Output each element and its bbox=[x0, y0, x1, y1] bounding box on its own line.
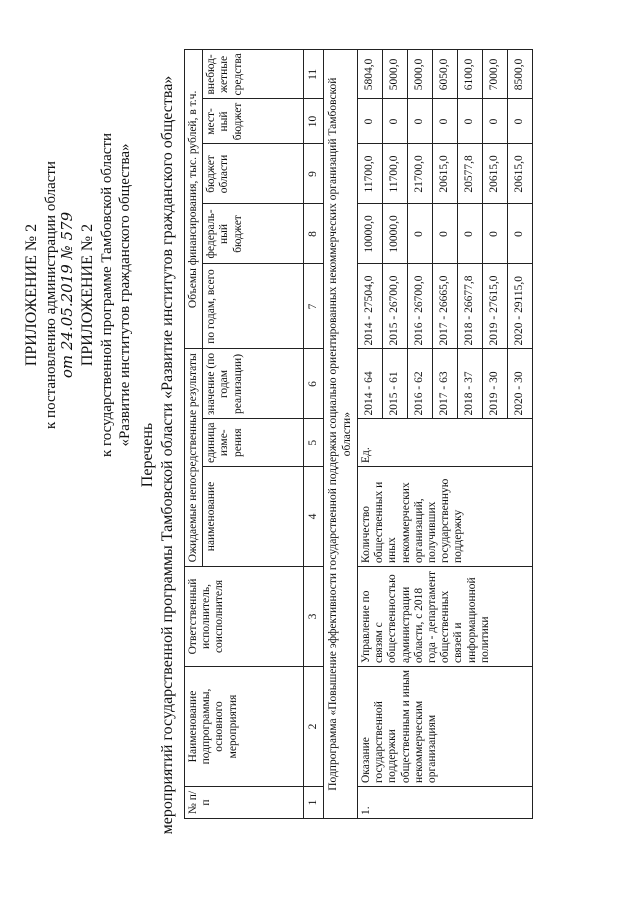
header-name: Наименование подпрограммы, основного мероприятия bbox=[185, 667, 304, 787]
total-cell: 2017 - 26665,0 bbox=[432, 264, 457, 349]
col-number: 11 bbox=[304, 50, 324, 99]
header-results: Ожидаемые непосредственные результаты bbox=[185, 349, 203, 567]
value-cell: 2014 - 64 bbox=[357, 349, 382, 419]
header-extra: внебюд-жетные средства bbox=[203, 50, 304, 99]
document-title bbox=[138, 65, 178, 845]
federal-cell: 10000,0 bbox=[382, 204, 407, 264]
value-cell: 2015 - 61 bbox=[382, 349, 407, 419]
header-res-unit: единица изме-рения bbox=[203, 419, 304, 467]
extra-cell: 6100,0 bbox=[457, 50, 482, 99]
extra-cell: 5804,0 bbox=[357, 50, 382, 99]
subprogram-row bbox=[324, 50, 357, 819]
local-cell: 0 bbox=[507, 99, 532, 144]
col-number: 2 bbox=[304, 667, 324, 787]
local-cell: 0 bbox=[482, 99, 507, 144]
local-cell: 0 bbox=[407, 99, 432, 144]
federal-cell: 0 bbox=[457, 204, 482, 264]
program-line: к государственной программе Тамбовской области bbox=[98, 132, 115, 458]
title-line-1: Перечень bbox=[139, 422, 156, 488]
header-num: № п/п bbox=[185, 787, 304, 819]
header-executor: Ответственный исполнитель, соисполнителя bbox=[185, 567, 304, 667]
table-row bbox=[357, 50, 382, 819]
header-res-value: значение (по годам реализации) bbox=[203, 349, 304, 419]
header-finance: Объемы финансирования, тыс. рублей, в т.ч. bbox=[185, 50, 203, 349]
measures-table bbox=[184, 49, 533, 819]
header-res-name: наименование bbox=[203, 467, 304, 567]
federal-cell: 0 bbox=[507, 204, 532, 264]
federal-cell: 0 bbox=[432, 204, 457, 264]
local-cell: 0 bbox=[382, 99, 407, 144]
extra-cell: 5000,0 bbox=[382, 50, 407, 99]
total-cell: 2020 - 29115,0 bbox=[507, 264, 532, 349]
table-header-row-1 bbox=[185, 50, 203, 819]
appendix-header bbox=[22, 35, 134, 555]
col-number: 9 bbox=[304, 144, 324, 204]
local-cell: 0 bbox=[357, 99, 382, 144]
regional-cell: 11700,0 bbox=[382, 144, 407, 204]
row-unit: Ед. bbox=[357, 419, 532, 467]
appendix-label-2: ПРИЛОЖЕНИЕ № 2 bbox=[79, 223, 97, 367]
regional-cell: 11700,0 bbox=[357, 144, 382, 204]
appendix-label: ПРИЛОЖЕНИЕ № 2 bbox=[23, 223, 40, 367]
header-by-year: по годам, всего bbox=[203, 264, 304, 349]
row-num: 1. bbox=[357, 787, 532, 819]
extra-cell: 5000,0 bbox=[407, 50, 432, 99]
value-cell: 2016 - 62 bbox=[407, 349, 432, 419]
row-name: Оказание государственной поддержки общественным и иным некоммерческим организациям bbox=[357, 667, 532, 787]
total-cell: 2019 - 27615,0 bbox=[482, 264, 507, 349]
col-number: 8 bbox=[304, 204, 324, 264]
col-number: 5 bbox=[304, 419, 324, 467]
resolution-line: к постановлению администрации области bbox=[42, 161, 59, 429]
local-cell: 0 bbox=[457, 99, 482, 144]
row-executor: Управление по связям с общественностью администрации области, с 2018 года - департамент общественных связей и информационной политики bbox=[357, 567, 532, 667]
handwritten-date: от 24.05.2019 № 579 bbox=[57, 211, 76, 379]
header-local: мест-ный бюджет bbox=[203, 99, 304, 144]
header-federal: федераль-ный бюджет bbox=[203, 204, 304, 264]
col-number: 3 bbox=[304, 567, 324, 667]
col-number: 1 bbox=[304, 787, 324, 819]
federal-cell: 10000,0 bbox=[357, 204, 382, 264]
value-cell: 2017 - 63 bbox=[432, 349, 457, 419]
row-indicator: Количество общественных и иных некоммерческих организаций, получивших государственную поддержку bbox=[357, 467, 532, 567]
value-cell: 2020 - 30 bbox=[507, 349, 532, 419]
extra-cell: 6050,0 bbox=[432, 50, 457, 99]
federal-cell: 0 bbox=[482, 204, 507, 264]
value-cell: 2019 - 30 bbox=[482, 349, 507, 419]
program-name: «Развитие институтов гражданского общества» bbox=[116, 143, 133, 447]
total-cell: 2016 - 26700,0 bbox=[407, 264, 432, 349]
col-number: 4 bbox=[304, 467, 324, 567]
regional-cell: 20615,0 bbox=[507, 144, 532, 204]
subprogram-title: Подпрограмма «Повышение эффективности государственной поддержки социально ориентированных некоммерческих организаций Тамбовской области» bbox=[324, 50, 357, 819]
total-cell: 2018 - 26677,8 bbox=[457, 264, 482, 349]
total-cell: 2014 - 27504,0 bbox=[357, 264, 382, 349]
col-number: 6 bbox=[304, 349, 324, 419]
extra-cell: 8500,0 bbox=[507, 50, 532, 99]
regional-cell: 20615,0 bbox=[482, 144, 507, 204]
title-line-2: мероприятий государственной программы Тамбовской области «Развитие институтов гражданского общества» bbox=[159, 75, 176, 835]
regional-cell: 20577,8 bbox=[457, 144, 482, 204]
value-cell: 2018 - 37 bbox=[457, 349, 482, 419]
extra-cell: 7000,0 bbox=[482, 50, 507, 99]
regional-cell: 21700,0 bbox=[407, 144, 432, 204]
local-cell: 0 bbox=[432, 99, 457, 144]
col-number: 10 bbox=[304, 99, 324, 144]
federal-cell: 0 bbox=[407, 204, 432, 264]
header-regional: бюджет области bbox=[203, 144, 304, 204]
total-cell: 2015 - 26700,0 bbox=[382, 264, 407, 349]
col-number: 7 bbox=[304, 264, 324, 349]
regional-cell: 20615,0 bbox=[432, 144, 457, 204]
column-number-row bbox=[304, 50, 324, 819]
